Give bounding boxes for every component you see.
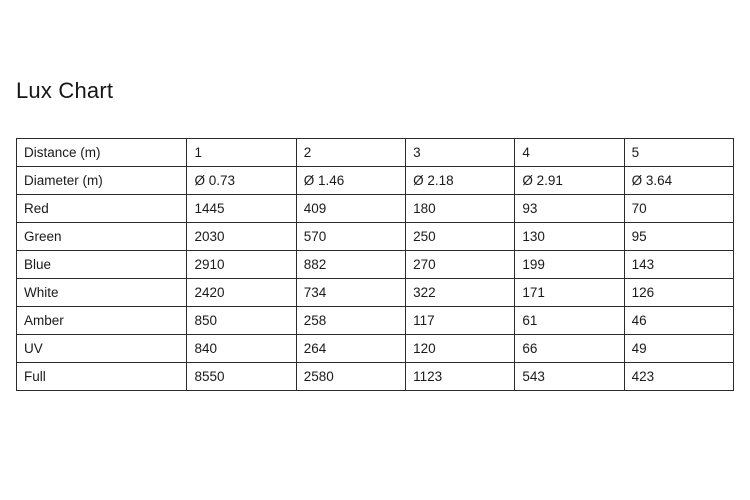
row-label: Blue [17,251,187,279]
table-cell: 180 [406,195,515,223]
table-cell: 95 [624,223,733,251]
table-cell: 117 [406,307,515,335]
table-cell: 882 [296,251,405,279]
row-label: Red [17,195,187,223]
table-row [17,307,734,335]
row-label: Diameter (m) [17,167,187,195]
table-cell: 120 [406,335,515,363]
table-row [17,363,734,391]
table-body [17,139,734,391]
table-cell: 570 [296,223,405,251]
row-label: Full [17,363,187,391]
table-row [17,195,734,223]
table-cell: Ø 3.64 [624,167,733,195]
table-cell: 264 [296,335,405,363]
table-cell: 171 [515,279,624,307]
row-label: Green [17,223,187,251]
table-row [17,251,734,279]
table-cell: 2910 [187,251,296,279]
table-cell: 130 [515,223,624,251]
table-cell: Ø 2.18 [406,167,515,195]
table-row [17,279,734,307]
lux-chart-table-container [16,138,734,391]
row-label: White [17,279,187,307]
table-cell: 70 [624,195,733,223]
table-cell: 46 [624,307,733,335]
table-cell: 2580 [296,363,405,391]
table-cell: 423 [624,363,733,391]
table-cell: 3 [406,139,515,167]
table-cell: 4 [515,139,624,167]
row-label: UV [17,335,187,363]
table-cell: 1 [187,139,296,167]
table-cell: 734 [296,279,405,307]
table-cell: 61 [515,307,624,335]
table-cell: 850 [187,307,296,335]
table-cell: 5 [624,139,733,167]
table-cell: 840 [187,335,296,363]
table-cell: Ø 0.73 [187,167,296,195]
table-cell: 143 [624,251,733,279]
table-cell: 199 [515,251,624,279]
table-cell: 49 [624,335,733,363]
row-label: Amber [17,307,187,335]
table-cell: 543 [515,363,624,391]
table-row [17,139,734,167]
table-row [17,335,734,363]
table-cell: 66 [515,335,624,363]
table-cell: 1445 [187,195,296,223]
table-cell: 8550 [187,363,296,391]
table-cell: 2030 [187,223,296,251]
table-cell: 126 [624,279,733,307]
table-cell: 322 [406,279,515,307]
table-cell: 409 [296,195,405,223]
page-title: Lux Chart [16,78,114,103]
table-row [17,167,734,195]
table-cell: Ø 1.46 [296,167,405,195]
table-cell: 93 [515,195,624,223]
table-cell: 270 [406,251,515,279]
table-cell: 258 [296,307,405,335]
row-label: Distance (m) [17,139,187,167]
table-cell: 1123 [406,363,515,391]
table-cell: 250 [406,223,515,251]
lux-chart-table [16,138,734,391]
table-row [17,223,734,251]
table-cell: 2 [296,139,405,167]
table-cell: Ø 2.91 [515,167,624,195]
table-cell: 2420 [187,279,296,307]
